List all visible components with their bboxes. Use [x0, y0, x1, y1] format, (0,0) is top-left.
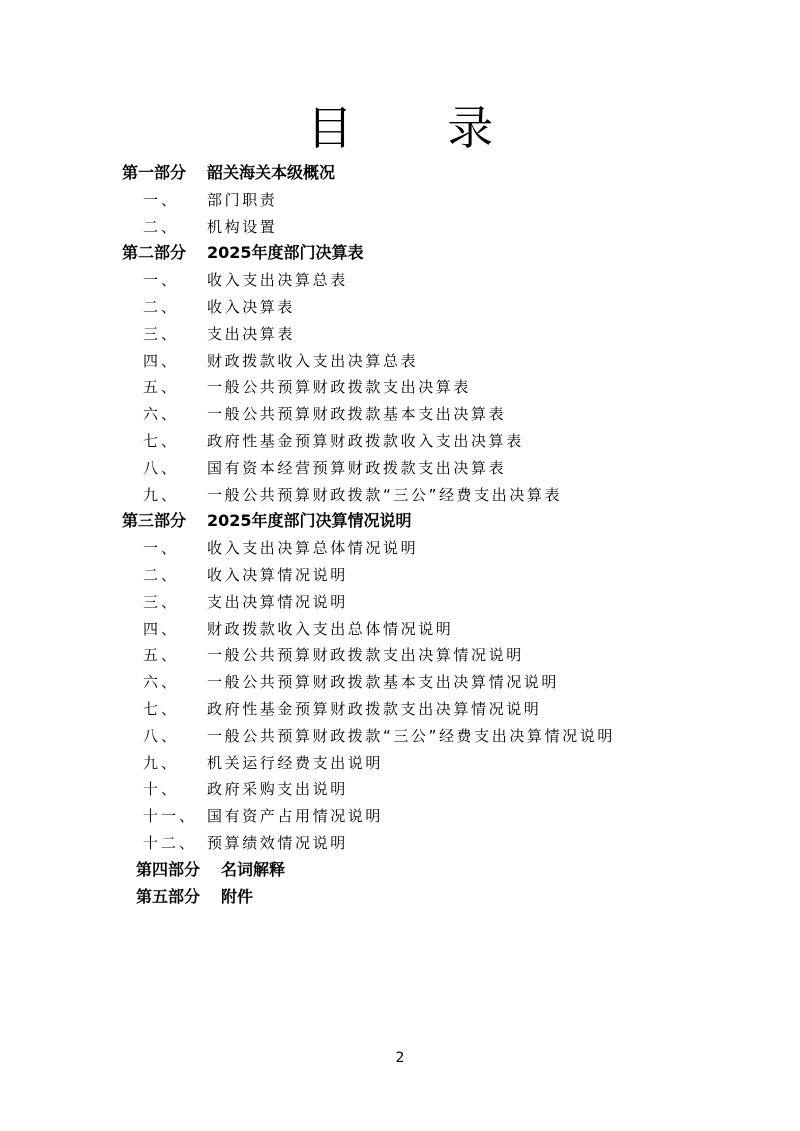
part-label: 第一部分: [122, 163, 187, 182]
toc-item-label: 财政拨款收入支出决算总表: [207, 351, 419, 370]
toc-item-number: 三、: [143, 592, 180, 611]
toc-item-label: 财政拨款收入支出总体情况说明: [207, 619, 454, 638]
toc-item-number: 二、: [143, 566, 180, 584]
part-name: 2025年度部门决算表: [207, 243, 364, 263]
toc-item-label: 一般公共预算财政拨款支出决算表: [207, 378, 472, 397]
toc-item-number: 九、: [143, 485, 180, 504]
toc-item-label: 收入决算表: [207, 298, 296, 316]
toc-item-number: 八、: [143, 726, 180, 745]
toc-item-number: 十、: [143, 780, 180, 799]
toc-item-label: 收入决算情况说明: [207, 566, 348, 584]
toc-item-number: 十一、: [143, 807, 198, 826]
toc-item-number: 一、: [143, 271, 180, 290]
toc-item-label: 支出决算情况说明: [207, 592, 348, 611]
toc-item-number: 九、: [143, 753, 180, 772]
part-name: 附件: [221, 886, 254, 906]
toc-item-number: 五、: [143, 378, 180, 397]
toc-item-number: 二、: [143, 298, 180, 316]
part-name: 韶关海关本级概况: [207, 163, 336, 182]
toc-item-label: 一般公共预算财政拨款基本支出决算情况说明: [207, 673, 560, 692]
toc-item-number: 六、: [143, 405, 180, 424]
toc-item-number: 四、: [143, 351, 180, 370]
toc-item-label: 一般公共预算财政拨款支出决算情况说明: [207, 646, 524, 665]
toc-item-label: 预算绩效情况说明: [207, 834, 348, 852]
toc-item-label: 部门职责: [207, 190, 278, 209]
toc-item-label: 支出决算表: [207, 324, 296, 343]
toc-item-label: 收入支出决算总表: [207, 271, 348, 290]
toc-item-label: 一般公共预算财政拨款基本支出决算表: [207, 405, 507, 424]
toc-item-number: 二、: [143, 217, 180, 236]
toc-item-number: 七、: [143, 700, 180, 718]
part-label: 第三部分: [122, 511, 187, 531]
toc-item-label: 国有资本经营预算财政拨款支出决算表: [207, 458, 507, 477]
toc-item-number: 八、: [143, 458, 180, 477]
part-label: 第二部分: [122, 243, 187, 263]
toc-item-number: 一、: [143, 539, 180, 558]
toc-item-number: 五、: [143, 646, 180, 665]
toc-item-label: 政府性基金预算财政拨款支出决算情况说明: [207, 700, 542, 718]
toc-item-label: 收入支出决算总体情况说明: [207, 539, 419, 558]
toc-item-label: 政府性基金预算财政拨款收入支出决算表: [207, 432, 524, 450]
toc-item-label: 机关运行经费支出说明: [207, 753, 384, 772]
toc-item-number: 四、: [143, 619, 180, 638]
page-title: 目 录: [306, 101, 534, 155]
toc-item-number: 一、: [143, 190, 180, 209]
toc-item-label: 国有资产占用情况说明: [207, 807, 384, 826]
part-label: 第五部分: [136, 886, 201, 906]
toc-item-number: 三、: [143, 324, 180, 343]
toc-item-label: 一般公共预算财政拨款“三公”经费支出决算情况说明: [207, 726, 615, 745]
toc-item-number: 十二、: [143, 834, 198, 852]
part-name: 名词解释: [221, 859, 286, 879]
toc-item-label: 机构设置: [207, 217, 278, 236]
part-label: 第四部分: [136, 859, 201, 879]
toc-item-label: 一般公共预算财政拨款“三公”经费支出决算表: [207, 485, 563, 504]
toc-item-label: 政府采购支出说明: [207, 780, 348, 799]
page-number: 2: [395, 1050, 405, 1066]
toc-item-number: 七、: [143, 432, 180, 450]
part-name: 2025年度部门决算情况说明: [207, 511, 412, 531]
toc-item-number: 六、: [143, 673, 180, 692]
